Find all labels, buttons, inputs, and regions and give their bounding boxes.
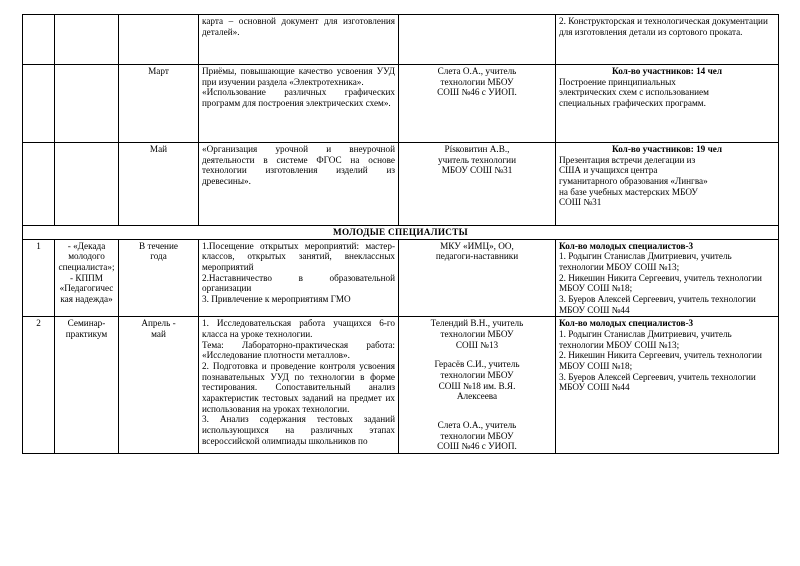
table-row [23, 239, 779, 317]
cell-period [119, 239, 199, 317]
result-line: специальных графических программ. [559, 98, 706, 109]
content-paragraph: 2.Наставничество в образовательной организации [202, 272, 395, 294]
event-line: практикум [65, 329, 108, 340]
result-line: 2. Никешин Никита Сергеевич, учитель технологии МБОУ СОШ №18; [559, 272, 762, 294]
result-line: 1. Родыгин Станислав Дмитриевич, учитель технологии МБОУ СОШ №13; [559, 329, 732, 350]
content-paragraph: Тема: Лабораторно-практическая работа: «Исследование плотности металлов». [202, 339, 395, 361]
event-line: - «Декада [67, 240, 106, 251]
cell-num: 2 [23, 317, 55, 454]
content-paragraph: «Организация урочной и внеурочной деятельности в системе ФГОС на основе технологии изготовления изделий из древесины». [202, 144, 395, 187]
cell-result [556, 239, 779, 317]
responsible-line: технологии МБОУ [440, 430, 514, 441]
responsible-line: Písковитин А.В., [444, 144, 510, 154]
cell-responsible [399, 65, 556, 143]
cell-period: Май [119, 143, 199, 226]
spacer [402, 402, 552, 411]
event-line: молодого [68, 251, 105, 262]
spacer [402, 350, 552, 359]
cell-responsible [399, 143, 556, 226]
table-row [23, 317, 779, 454]
result-line: 3. Буеров Алексей Сергеевич, учитель технологии МБОУ СОШ №44 [559, 371, 756, 393]
result-line: 1. Родыгин Станислав Дмитриевич, учитель технологии МБОУ СОШ №13; [559, 251, 732, 273]
responsible-line: учитель технологии [437, 154, 517, 165]
cell-content [199, 143, 399, 226]
result-line: гуманитарного образования «Лингва» [559, 176, 708, 187]
result-title: Кол-во молодых специалистов-3 [559, 240, 694, 251]
cell-event [55, 15, 119, 65]
event-line: - КППМ [70, 272, 103, 283]
responsible-line: МБОУ СОШ №31 [441, 165, 513, 176]
main-table [22, 14, 779, 454]
cell-content [199, 317, 399, 454]
content-paragraph: «Использование различных графических программ для построения электрических схем». [202, 87, 395, 109]
event-line: кая надежда» [60, 294, 113, 305]
responsible-line: СОШ №13 [455, 339, 499, 350]
event-line: Семинар- [67, 318, 106, 329]
cell-responsible [399, 239, 556, 317]
responsible-line: Телендий В.Н., учитель [430, 318, 524, 329]
cell-period [119, 317, 199, 454]
responsible-line: МКУ «ИМЦ», ОО, [440, 240, 514, 251]
period-line: В течение [139, 240, 178, 251]
cell-responsible [399, 317, 556, 454]
content-paragraph: 1.Посещение открытых мероприятий: мастер-классов, открытых занятий, внеклассных мероприятий [202, 240, 395, 273]
responsible-line: Алексеева [456, 391, 498, 402]
content-paragraph: 2. Подготовка и проведение контроля усвоения познавательных УУД по технологии в форме тестирования. Сопоставительный анализ характеристик тестовых заданий на предмет их использования на уроках технологии. [202, 361, 395, 414]
result-title: Кол-во участников: 14 чел [612, 66, 722, 76]
result-line: Построение принципиальных [559, 76, 676, 87]
result-line: 2. Никешин Никита Сергеевич, учитель технологии МБОУ СОШ №18; [559, 350, 762, 372]
cell-event [55, 239, 119, 317]
table-row [23, 15, 779, 65]
responsible-line: СОШ №46 с УИОП. [437, 441, 517, 452]
cell-content [199, 239, 399, 317]
cell-period [119, 15, 199, 65]
period-line: Апрель - [141, 318, 176, 329]
responsible-line: технологии МБОУ [440, 329, 514, 340]
responsible-line: технологии МБОУ [440, 370, 514, 381]
cell-result [556, 143, 779, 226]
period-line: года [150, 251, 167, 262]
result-line: на базе учебных мастерских МБОУ [559, 186, 698, 197]
result-line: СОШ №31 [559, 197, 602, 208]
cell-num [23, 15, 55, 65]
cell-num: 1 [23, 239, 55, 317]
spacer [402, 411, 552, 420]
responsible-line: педагоги-наставники [435, 251, 519, 262]
responsible-line: Слета О.А., учитель [437, 66, 517, 76]
event-line: «Педагогичес [59, 283, 114, 294]
period-line: май [151, 329, 166, 340]
result-line: электрических схем с использованием [559, 87, 709, 98]
responsible-line: СОШ №46 с УИОП. [437, 87, 517, 98]
cell-responsible [399, 15, 556, 65]
content-paragraph: 3. Анализ содержания тестовых заданий использующихся на различных этапах всероссийской олимпиады школьников по [202, 414, 395, 446]
result-title: Кол-во участников: 19 чел [612, 144, 722, 154]
content-paragraph: 3. Привлечение к мероприятиям ГМО [202, 294, 351, 305]
section-header-row [23, 226, 779, 240]
event-line: специалиста»; [58, 262, 115, 273]
result-line: Презентация встречи делегации из [559, 154, 696, 165]
responsible-line: Слета О.А., учитель [437, 420, 517, 431]
cell-result [556, 65, 779, 143]
result-line: 3. Буеров Алексей Сергеевич, учитель технологии МБОУ СОШ №44 [559, 294, 756, 315]
cell-content [199, 65, 399, 143]
cell-result [556, 317, 779, 454]
section-header: МОЛОДЫЕ СПЕЦИАЛИСТЫ [23, 226, 779, 240]
cell-event [55, 317, 119, 454]
responsible-line: Герасёв С.И., учитель [434, 359, 520, 370]
content-paragraph: 1. Исследовательская работа учащихся 6-го класса на уроке технологии. [202, 318, 395, 340]
cell-event [55, 65, 119, 143]
cell-num [23, 65, 55, 143]
content-paragraph: Приёмы, повышающие качество усвоения УУД при изучении раздела «Электротехника». [202, 66, 395, 87]
table-row [23, 65, 779, 143]
result-line: США и учащихся центра [559, 165, 658, 176]
responsible-line: СОШ №18 им. В.Я. [438, 380, 516, 391]
table-row [23, 143, 779, 226]
result-title: Кол-во молодых специалистов-3 [559, 318, 694, 329]
cell-num [23, 143, 55, 226]
cell-event [55, 143, 119, 226]
cell-result: 2. Конструкторская и технологическая документации для изготовления детали из сортового проката. [556, 15, 779, 65]
cell-content: карта – основной документ для изготовления деталей». [199, 15, 399, 65]
cell-period: Март [119, 65, 199, 143]
responsible-line: технологии МБОУ [440, 76, 514, 87]
